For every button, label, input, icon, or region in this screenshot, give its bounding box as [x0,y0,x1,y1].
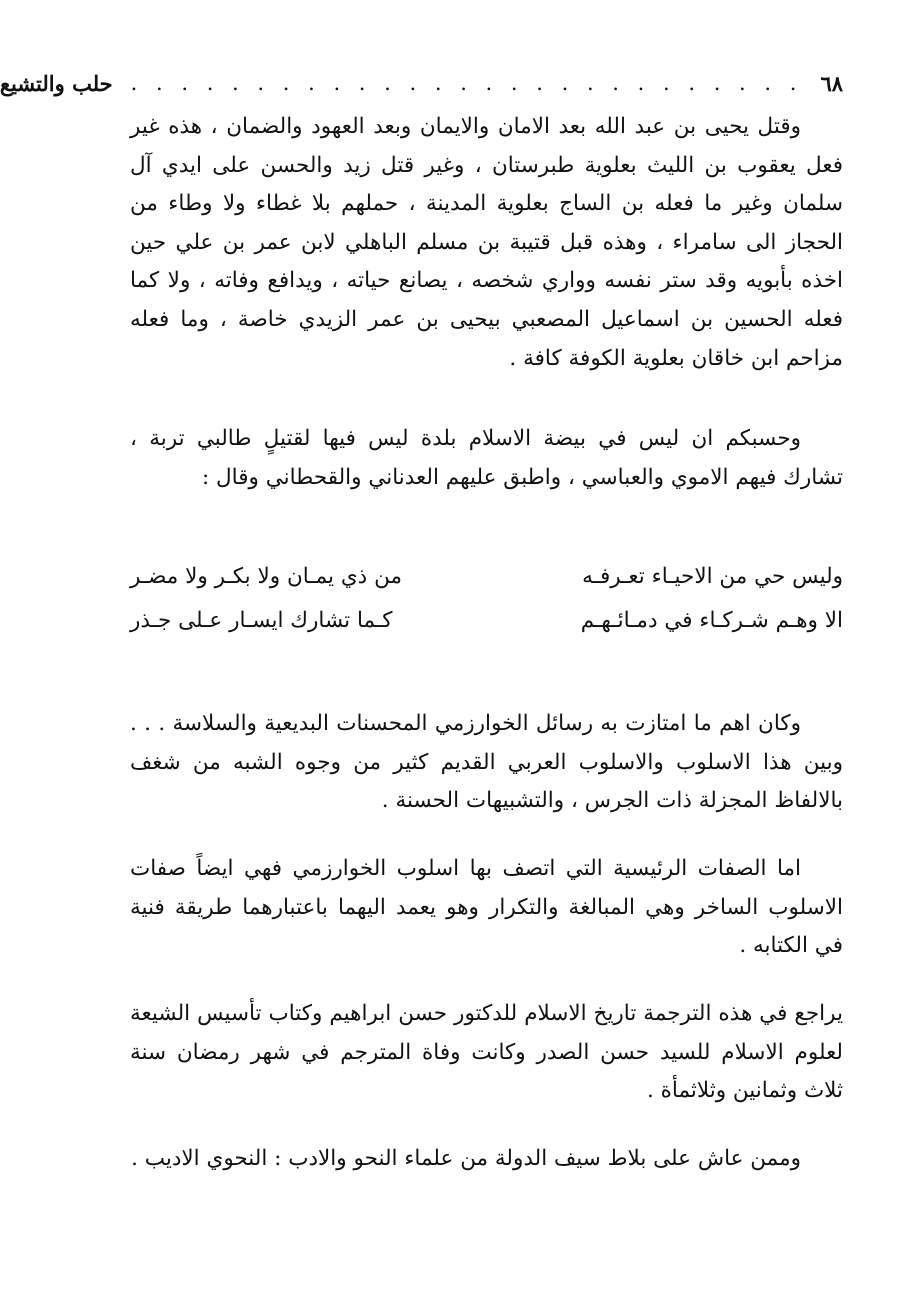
verse-first-hemistich: وليس حي من الاحيـاء تعـرفـه [582,564,843,589]
poem-verse [130,555,843,599]
page-header [0,66,843,100]
verse-first-hemistich: الا وهـم شـركـاء في دمـائـهـم [580,608,843,633]
paragraph-references: يراجع في هذه الترجمة تاريخ الاسلام للدكتور حسن ابراهيم وكتاب تأسيس الشيعة لعلوم الاسلام للسيد حسن الصدر وكانت وفاة المترجم في شهر رمضان سنة ثلاث وثمانين وثلاثمأة . [130,1001,843,1104]
page-number: ٦٨ [820,70,843,96]
paragraph-killings: وقتل يحيى بن عبد الله بعد الامان والايمان وبعد العهود والضمان ، هذه غير فعل يعقوب بن الليث بعلوية طبرستان ، وغير قتل زيد والحسن على ايدي آل سلمان وغير ما فعله بن الساج بعلوية المدينة ، حملهم بلا غطاء ولا وطاء من الحجاز الى سامراء ، وهذه قبل قتيبة بن مسلم الباهلي لابن عمر بن علي حين اخذه بأبويه وقد ستر نفسه وواري شخصه ، يصانع حياته ، ويدافع وفاته ، ولا كما فعله الحسين بن اسماعيل المصعبي بيحيى بن عمر الزيدي خاصة ، وما فعله مزاحم ابن خاقان بعلوية الكوفة كافة . [130,114,843,371]
poem-verse [130,599,843,643]
paragraph-scholars: وممن عاش على بلاط سيف الدولة من علماء النحو والادب : النحوي الاديب . [131,1146,801,1171]
verse-second-hemistich: كـما تشارك ايسـار عـلى جـذر [130,608,393,633]
header-dot-leader: . . . . . . . . . . . . . . . . . . . . . . . . . . . [130,71,803,95]
running-title: حلب والتشيع [0,70,113,96]
paragraph-style: وكان اهم ما امتازت به رسائل الخوارزمي المحسنات البديعية والسلاسة . . . وبين هذا الاسلوب والاسلوب العربي القديم كثير من وجوه الشبه من شغف بالالفاظ المجزلة ذات الجرس ، والتشبيهات الحسنة . [130,711,843,814]
verse-second-hemistich: من ذي يمـان ولا بكـر ولا مضـر [130,564,402,589]
paragraph-graves: وحسبكم ان ليس في بيضة الاسلام بلدة ليس فيها لقتيلٍ طالبي تربة ، تشارك فيهم الاموي والعباسي ، واطبق عليهم العدناني والقحطاني وقال : [130,426,843,490]
poem-verses [130,555,843,643]
paragraph-features: اما الصفات الرئيسية التي اتصف بها اسلوب الخوارزمي فهي ايضاً صفات الاسلوب الساخر وهي المبالغة والتكرار وهو يعمد اليهما باعتبارهما طريقة فنية في الكتابه . [130,856,843,959]
